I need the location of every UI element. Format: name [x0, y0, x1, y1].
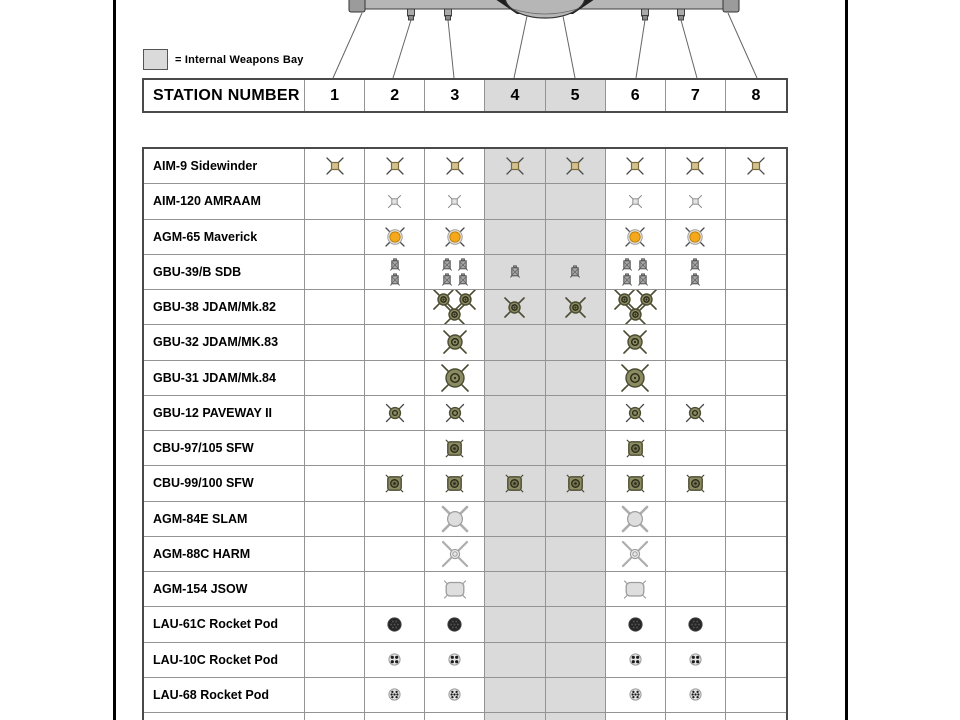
- station-number-table: [142, 78, 788, 113]
- station-cell-1: [305, 502, 365, 537]
- station-header-cell-3: 3: [425, 80, 485, 111]
- lau10-icon: [629, 653, 642, 666]
- station-cell-5: [546, 607, 606, 642]
- lau68-icon: [388, 688, 401, 701]
- station-cell-3: [425, 255, 485, 290]
- station-cell-7: [666, 149, 726, 184]
- station-cell-7: [666, 184, 726, 219]
- station-cell-4: [485, 502, 545, 537]
- station-cell-2: [365, 290, 425, 325]
- station-cell-8: [726, 678, 786, 713]
- station-cell-1: [305, 220, 365, 255]
- station-cell-4: [485, 361, 545, 396]
- station-cell-5: [546, 713, 606, 720]
- station-cell-1: [305, 361, 365, 396]
- sdb-icon: [510, 265, 520, 278]
- station-cell-8: [726, 290, 786, 325]
- station-cell-1: [305, 713, 365, 720]
- amraam-icon: [687, 193, 704, 210]
- harm-icon: [620, 539, 650, 569]
- weapon-name-cell: CBU-97/105 SFW: [144, 431, 305, 466]
- station-header-cell-2: 2: [365, 80, 425, 111]
- lau68-icon: [629, 688, 642, 701]
- jsow-icon: [623, 579, 647, 600]
- station-cell-2: [365, 220, 425, 255]
- station-cell-2: [365, 325, 425, 360]
- paveway-icon: [384, 402, 406, 424]
- station-cell-1: [305, 466, 365, 501]
- right-wingtip-rail: [723, 0, 739, 12]
- station-cell-4: [485, 184, 545, 219]
- page-border-right: [845, 0, 848, 720]
- maverick-icon: [443, 225, 467, 249]
- station-cell-6: [606, 290, 666, 325]
- station-cell-5: [546, 290, 606, 325]
- station-cell-8: [726, 396, 786, 431]
- station-cell-8: [726, 466, 786, 501]
- station-cell-8: [726, 149, 786, 184]
- station-cell-8: [726, 361, 786, 396]
- station-cell-3: [425, 149, 485, 184]
- jdam-large-icon: [441, 364, 469, 392]
- station-cell-5: [546, 255, 606, 290]
- jdam-small-icon: [504, 297, 525, 318]
- cbu-icon: [505, 474, 524, 493]
- weapon-name-cell: AGM-154 JSOW: [144, 572, 305, 607]
- station-cell-1: [305, 431, 365, 466]
- station-cell-3: [425, 220, 485, 255]
- station-cell-5: [546, 396, 606, 431]
- sdb-icon: [622, 258, 648, 286]
- cbu-icon: [626, 474, 645, 493]
- station-header-cell-8: 8: [751, 86, 761, 104]
- station-cell-6: [606, 325, 666, 360]
- weapon-name-cell: GBU-12 PAVEWAY II: [144, 396, 305, 431]
- station-cell-3: [425, 290, 485, 325]
- station-cell-2: [365, 678, 425, 713]
- lau61-icon: [628, 617, 643, 632]
- station-cell-4: [485, 713, 545, 720]
- station-cell-5: [546, 643, 606, 678]
- station-cell-8: [726, 431, 786, 466]
- jdam-small-icon: [433, 290, 476, 325]
- station-cell-6: [606, 643, 666, 678]
- jdam-large-icon: [621, 364, 649, 392]
- weapon-name-cell: GBU-39/B SDB: [144, 255, 305, 290]
- station-cell-2: [365, 713, 425, 720]
- station-cell-1: [305, 572, 365, 607]
- sdb-icon: [570, 265, 580, 278]
- station-cell-7: [666, 502, 726, 537]
- lau61-icon: [447, 617, 462, 632]
- station-cell-4: [485, 220, 545, 255]
- station-cell-5: [546, 361, 606, 396]
- station-header-cell-1: 1: [305, 80, 365, 111]
- slam-icon: [440, 504, 470, 534]
- maverick-icon: [383, 225, 407, 249]
- amraam-icon: [386, 193, 403, 210]
- paveway-icon: [624, 402, 646, 424]
- paveway-icon: [444, 402, 466, 424]
- jdam-medium-icon: [623, 330, 647, 354]
- weapon-name-cell: AGM-65 Maverick: [144, 220, 305, 255]
- left-wingtip-rail: [349, 0, 365, 12]
- station-cell-3: [425, 537, 485, 572]
- lau61-icon: [387, 617, 402, 632]
- station-cell-1: [305, 255, 365, 290]
- station-cell-4: [485, 290, 545, 325]
- station-cell-3: [425, 607, 485, 642]
- aim9-icon: [684, 155, 706, 177]
- station-cell-6: [606, 502, 666, 537]
- amraam-icon: [627, 193, 644, 210]
- station-cell-5: [546, 678, 606, 713]
- weapon-name-cell: LAU-61C Rocket Pod: [144, 607, 305, 642]
- maverick-icon: [683, 225, 707, 249]
- station-cell-5: [546, 537, 606, 572]
- station-cell-3: [425, 325, 485, 360]
- station-cell-7: [666, 431, 726, 466]
- station-cell-1: [305, 184, 365, 219]
- cbu-icon: [445, 439, 464, 458]
- internal-bay-swatch: [143, 49, 168, 70]
- station-cell-7: [666, 396, 726, 431]
- station-cell-4: [485, 149, 545, 184]
- station-cell-2: [365, 607, 425, 642]
- station-cell-7: [666, 607, 726, 642]
- station-cell-1: [305, 607, 365, 642]
- station-cell-2: [365, 466, 425, 501]
- station-cell-7: [666, 325, 726, 360]
- station-cell-6: [606, 361, 666, 396]
- jdam-small-icon: [614, 290, 657, 325]
- station-cell-5: [546, 325, 606, 360]
- station-cell-5: [546, 466, 606, 501]
- station-leader-lines: [333, 13, 757, 78]
- station-cell-4: [485, 678, 545, 713]
- station-cell-4: [485, 431, 545, 466]
- lau61-icon: [688, 617, 703, 632]
- cbu-icon: [445, 474, 464, 493]
- amraam-icon: [446, 193, 463, 210]
- station-cell-4: [485, 255, 545, 290]
- station-cell-6: [606, 713, 666, 720]
- weapon-name-cell: AGM-88C HARM: [144, 537, 305, 572]
- station-header-cell-7: 7: [666, 80, 726, 111]
- station-cell-1: [305, 149, 365, 184]
- jdam-small-icon: [565, 297, 586, 318]
- station-cell-5: [546, 502, 606, 537]
- cbu-icon: [385, 474, 404, 493]
- station-cell-3: [425, 713, 485, 720]
- station-cell-1: [305, 396, 365, 431]
- station-cell-2: [365, 255, 425, 290]
- station-cell-4: [485, 396, 545, 431]
- weapon-name-cell: AGM-84E SLAM: [144, 502, 305, 537]
- station-cell-3: [425, 396, 485, 431]
- harm-icon: [440, 539, 470, 569]
- station-cell-2: [365, 184, 425, 219]
- station-cell-1: [305, 678, 365, 713]
- station-cell-6: [606, 572, 666, 607]
- station-cell-7: [666, 361, 726, 396]
- station-cell-7: [666, 643, 726, 678]
- station-cell-7: [666, 255, 726, 290]
- jdam-medium-icon: [443, 330, 467, 354]
- cbu-icon: [686, 474, 705, 493]
- lau10-icon: [448, 653, 461, 666]
- weapon-name-cell: AIM-120 AMRAAM: [144, 184, 305, 219]
- station-cell-3: [425, 466, 485, 501]
- station-cell-6: [606, 396, 666, 431]
- cbu-icon: [626, 439, 645, 458]
- station-cell-5: [546, 431, 606, 466]
- station-cell-3: [425, 572, 485, 607]
- station-number-heading: STATION NUMBER: [144, 80, 305, 111]
- station-cell-4: [485, 325, 545, 360]
- aim9-icon: [504, 155, 526, 177]
- station-cell-2: [365, 643, 425, 678]
- station-cell-4: [485, 466, 545, 501]
- weapon-name-cell: GBU-38 JDAM/Mk.82: [144, 290, 305, 325]
- station-cell-8: [726, 537, 786, 572]
- station-cell-5: [546, 220, 606, 255]
- station-header-cell-4: 4: [485, 80, 545, 111]
- weapon-name-cell: CBU-99/100 SFW: [144, 466, 305, 501]
- weapon-name-cell: GBU-32 JDAM/MK.83: [144, 325, 305, 360]
- station-cell-6: [606, 184, 666, 219]
- station-cell-2: [365, 431, 425, 466]
- station-cell-6: [606, 431, 666, 466]
- station-cell-6: [606, 466, 666, 501]
- station-cell-6: [606, 220, 666, 255]
- station-header-cell-6: 6: [606, 80, 666, 111]
- slam-icon: [620, 504, 650, 534]
- station-cell-6: [606, 537, 666, 572]
- station-cell-6: [606, 678, 666, 713]
- station-cell-7: [666, 678, 726, 713]
- station-cell-3: [425, 431, 485, 466]
- weapon-name-cell: GBU-31 JDAM/Mk.84: [144, 361, 305, 396]
- station-cell-8: [726, 502, 786, 537]
- station-cell-8: [726, 325, 786, 360]
- station-header-cell-5: 5: [546, 80, 606, 111]
- cbu-icon: [566, 474, 585, 493]
- page-border-left: [113, 0, 116, 720]
- station-cell-8: [726, 607, 786, 642]
- sdb-icon: [390, 258, 400, 286]
- lau68-icon: [448, 688, 461, 701]
- station-cell-7: [666, 220, 726, 255]
- station-cell-8: [726, 184, 786, 219]
- station-cell-1: [305, 537, 365, 572]
- station-cell-8: [726, 572, 786, 607]
- station-cell-1: [305, 290, 365, 325]
- aim9-icon: [324, 155, 346, 177]
- station-cell-3: [425, 502, 485, 537]
- station-cell-3: [425, 184, 485, 219]
- station-cell-7: [666, 466, 726, 501]
- station-cell-7: [666, 713, 726, 720]
- weapon-name-cell: LAU-10C Rocket Pod: [144, 643, 305, 678]
- aim9-icon: [564, 155, 586, 177]
- station-cell-7: [666, 572, 726, 607]
- station-cell-3: [425, 361, 485, 396]
- aim9-icon: [384, 155, 406, 177]
- aim9-icon: [624, 155, 646, 177]
- station-cell-6: [606, 607, 666, 642]
- weapon-name-cell: AIM-9 Sidewinder: [144, 149, 305, 184]
- station-cell-7: [666, 290, 726, 325]
- station-cell-3: [425, 643, 485, 678]
- station-cell-4: [485, 537, 545, 572]
- maverick-icon: [623, 225, 647, 249]
- sdb-icon: [442, 258, 468, 286]
- station-cell-6: [606, 255, 666, 290]
- station-cell-8: [726, 220, 786, 255]
- station-cell-4: [485, 643, 545, 678]
- aim9-icon: [745, 155, 767, 177]
- station-cell-4: [485, 572, 545, 607]
- station-cell-1: [305, 643, 365, 678]
- paveway-icon: [684, 402, 706, 424]
- station-cell-3: [425, 678, 485, 713]
- station-cell-1: [305, 325, 365, 360]
- weapon-name-cell: LAU-68 Rocket Pod: [144, 678, 305, 713]
- station-cell-2: [365, 361, 425, 396]
- lau10-icon: [388, 653, 401, 666]
- station-cell-2: [365, 537, 425, 572]
- station-cell-8: [726, 643, 786, 678]
- weapons-table: [142, 147, 788, 720]
- sdb-icon: [690, 258, 700, 286]
- lau10-icon: [689, 653, 702, 666]
- internal-bay-label: = Internal Weapons Bay: [175, 53, 304, 66]
- station-cell-5: [546, 572, 606, 607]
- station-cell-2: [365, 502, 425, 537]
- station-cell-8: [726, 255, 786, 290]
- station-cell-2: [365, 572, 425, 607]
- jsow-icon: [443, 579, 467, 600]
- internal-bay-legend: [143, 49, 304, 70]
- station-cell-8: [726, 713, 786, 720]
- aim9-icon: [444, 155, 466, 177]
- station-cell-2: [365, 149, 425, 184]
- lau68-icon: [689, 688, 702, 701]
- station-cell-4: [485, 607, 545, 642]
- station-cell-6: [606, 149, 666, 184]
- station-cell-2: [365, 396, 425, 431]
- weapon-name-cell: [144, 713, 305, 720]
- aircraft-fuselage: [495, 0, 595, 18]
- station-cell-5: [546, 149, 606, 184]
- station-cell-5: [546, 184, 606, 219]
- station-cell-7: [666, 537, 726, 572]
